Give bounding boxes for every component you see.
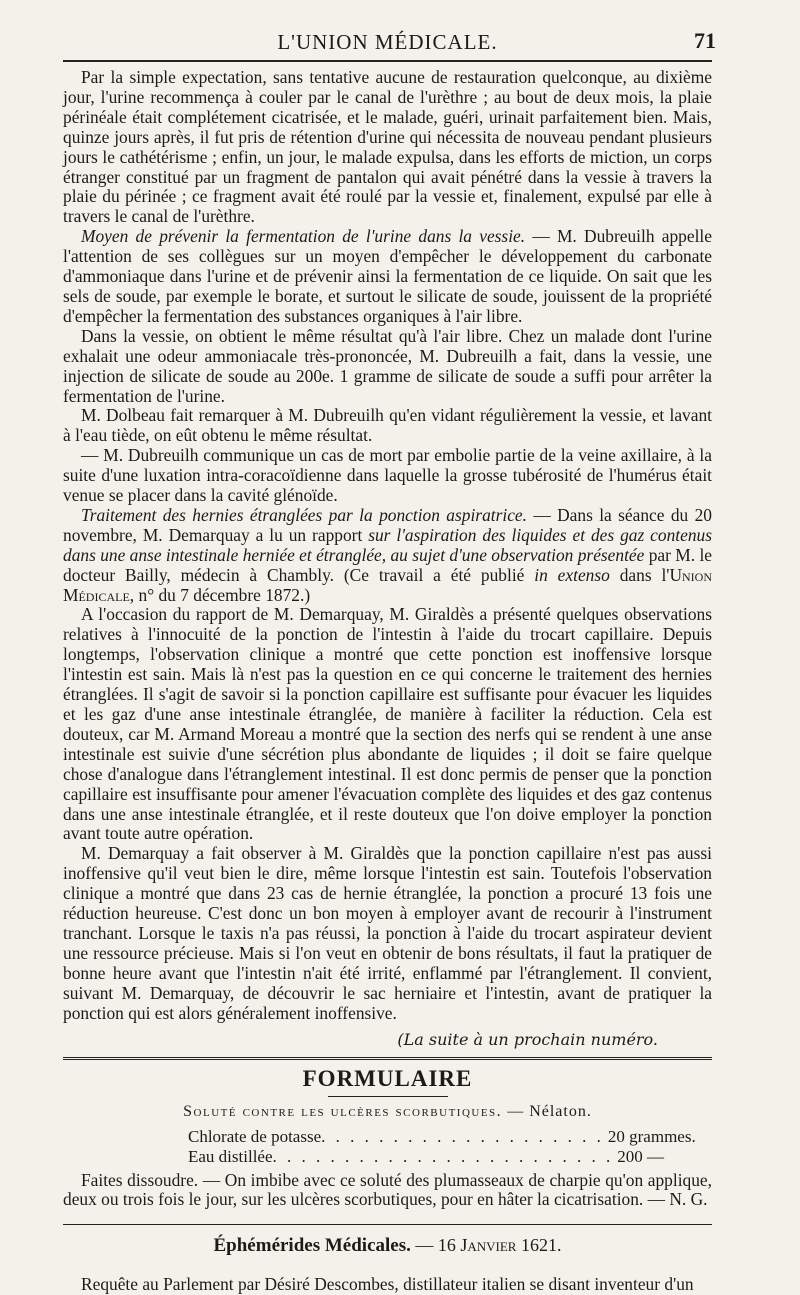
ingredient-row [188, 1126, 696, 1147]
paragraph-hernies [63, 506, 712, 606]
ingredient-leader: . . . . . . . . . . . . . . . . . . . . [321, 1126, 604, 1146]
paragraph-demarquay: M. Demarquay a fait observer à M. Giraldès que la ponction capillaire n'est pas aussi inoffensive qu'il veut bien le dire, même lorsque l'intestin est sain. Toutefois l'observation clinique a montré que dans 23 cas de hernie étranglée, la ponction a procuré 13 fois une réduction heureuse. C'est donc un bon moyen à employer avant de recourir à l'instrument tranchant. Lorsque le taxis n'a pas réussi, la ponction à l'aide du trocart aspirateur devient une ressource précieuse. Mais si l'on veut en obtenir de bons résultats, il faut la pratiquer de bonne heure avant que l'intestin n'ait été irrité, enflammé par l'étranglement. Il convient, suivant M. Demarquay, de découvrir le sac herniaire et l'intestin, avant de pratiquer la ponction qui est alors généralement inoffensive. [63, 843, 712, 1023]
report-title: sur l'aspiration des liquides et des gaz contenus dans une anse intestinale herniée et étranglée, au sujet d'une observation présentée [63, 524, 713, 565]
ingredient-row [188, 1146, 665, 1167]
in-extenso: in extenso [534, 564, 610, 585]
fermentation-text: — M. Dubreuilh appelle l'attention de ses collègues sur un moyen d'empêcher le développement du carbonate d'ammoniaque dans l'urine et de prévenir ainsi la fermentation de ce liquide. On sait que les sels de soude, par exemple le borate, et surtout le silicate de soude, jouissent de la propriété d'empêcher la fermentation des substances organiques à l'air libre. [63, 226, 712, 326]
section-double-rule [63, 1057, 712, 1064]
continued-note: (La suite à un prochain numéro. [397, 1029, 658, 1049]
ephemerides-date: 16 Janvier 1621. [437, 1235, 562, 1256]
formula-instructions: Faites dissoudre. — On imbibe avec ce soluté des plumasseaux de charpie qu'on applique, deux ou trois fois le jour, sur les ulcères scorbutiques, pour en hâter la cicatrisation. — N. G. [63, 1169, 712, 1210]
ephemerides-rule [63, 1224, 712, 1225]
header-rule [63, 60, 712, 62]
formulaire-rule [328, 1096, 448, 1097]
paragraph-embolie: — M. Dubreuilh communique un cas de mort par embolie partie de la veine axillaire, à la suite d'une luxation intra-coracoïdienne dans laquelle la grosse tubérosité de l'humérus était venue se placer dans la cavité glénoïde. [63, 445, 712, 506]
section-heading-fermentation: Moyen de prévenir la fermentation de l'urine dans la vessie. [81, 226, 526, 247]
paragraph-expectation: Par la simple expectation, sans tentative aucune de restauration quelconque, au dixième jour, l'urine recommença à couler par le canal de l'urèthre ; au bout de deux mois, la plaie périnéale était complétement cicatrisée, et le malade, guéri, urinait parfaitement bien. Mais, quinze jours après, il fut pris de rétention d'urine qui nécessita de nouveau pendant plusieurs jours le cathétérisme ; enfin, un jour, le malade expulsa, dans les efforts de miction, un corps étranger constitué par un fragment de pantalon qui avait pénétré dans la vessie à travers la plaie du périnée ; ce fragment avait été roulé par la vessie et, finalement, expulsé par elle à travers le canal de l'urèthre. [63, 67, 712, 227]
ingredient-quantity: 20 grammes. [607, 1126, 696, 1146]
paragraph-dolbeau: M. Dolbeau fait remarquer à M. Dubreuilh qu'en vidant régulièrement la vessie, et lavant à l'eau tiède, on eût obtenu le même résultat. [63, 405, 712, 446]
hernies-text-c: par M. le docteur Bailly, médecin à Chambly. (Ce travail a été publié [63, 544, 712, 585]
hernies-text-e: dans l' [609, 564, 670, 585]
ephemerides-dash: — [410, 1235, 438, 1256]
section-heading-hernies: Traitement des hernies étranglées par la ponction aspiratrice. [81, 504, 527, 525]
hernies-text-a: — Dans la séance du 20 novembre, M. Demarquay a lu un rapport [63, 504, 713, 545]
paragraph-giraldes: A l'occasion du rapport de M. Demarquay, M. Giraldès a présenté quelques observations relatives à l'innocuité de la ponction de l'intestin à l'aide du trocart capillaire. Depuis longtemps, l'observation clinique a montré que cette ponction est inoffensive lorsque l'intestin est sain. Mais là n'est pas la question en ce qui concerne le traitement des hernies étranglées. Il s'agit de savoir si la ponction capillaire est suffisante pour évacuer les liquides et les gaz d'une anse intestinale étranglée, de manière à faciliter la réduction. Cela est douteux, car M. Armand Moreau a montré que la section des nerfs qui se rendent à une anse intestinale est suivie d'une sécrétion plus abondante de liquides ; il doit se faire quelque chose d'analogue dans l'étranglement intestinal. Il est donc permis de penser que la ponction capillaire est insuffisante pour amener l'évacuation complète des liquides et des gaz contenus dans une anse intestinale étranglée, et il reste douteux que l'on doive employer la ponction avant toute autre opération. [63, 604, 712, 844]
formulaire-title: FORMULAIRE [302, 1065, 473, 1091]
journal-title: L'UNION MÉDICALE. [277, 30, 498, 54]
formula-heading [63, 1103, 712, 1121]
union-medicale-ref: Union Médicale [63, 564, 712, 605]
formula-author: — Nélaton. [502, 1102, 592, 1120]
formula-name: Soluté contre les ulcères scorbutiques. [183, 1102, 503, 1120]
hernies-text-g: , n° du 7 décembre 1872.) [129, 584, 311, 605]
paragraph-vessie: Dans la vessie, on obtient le même résultat qu'à l'air libre. Chez un malade dont l'urine exhalait une odeur ammoniacale très-prononcée, M. Dubreuilh a fait, dans la vessie, une injection de silicate de soude au 200e. 1 gramme de silicate de soude a suffi pour arrêter la fermentation de l'urine. [63, 325, 712, 406]
ephemerides-title: Éphémérides Médicales. [213, 1235, 411, 1257]
ingredient-leader: . . . . . . . . . . . . . . . . . . . . . . . . [272, 1146, 614, 1166]
paragraph-fermentation [63, 227, 712, 327]
ingredient-name: Eau distillée [188, 1146, 273, 1166]
article-body [63, 68, 712, 1024]
ingredient-name: Chlorate de potasse [188, 1126, 322, 1146]
ephemerides-heading [63, 1235, 712, 1257]
ingredient-quantity: 200 — [617, 1146, 665, 1166]
running-head [63, 22, 716, 58]
ephemerides-text: Requête au Parlement par Désiré Descombes, distillateur italien se disant inventeur d'un [81, 1274, 694, 1295]
page-number: 71 [694, 28, 716, 53]
